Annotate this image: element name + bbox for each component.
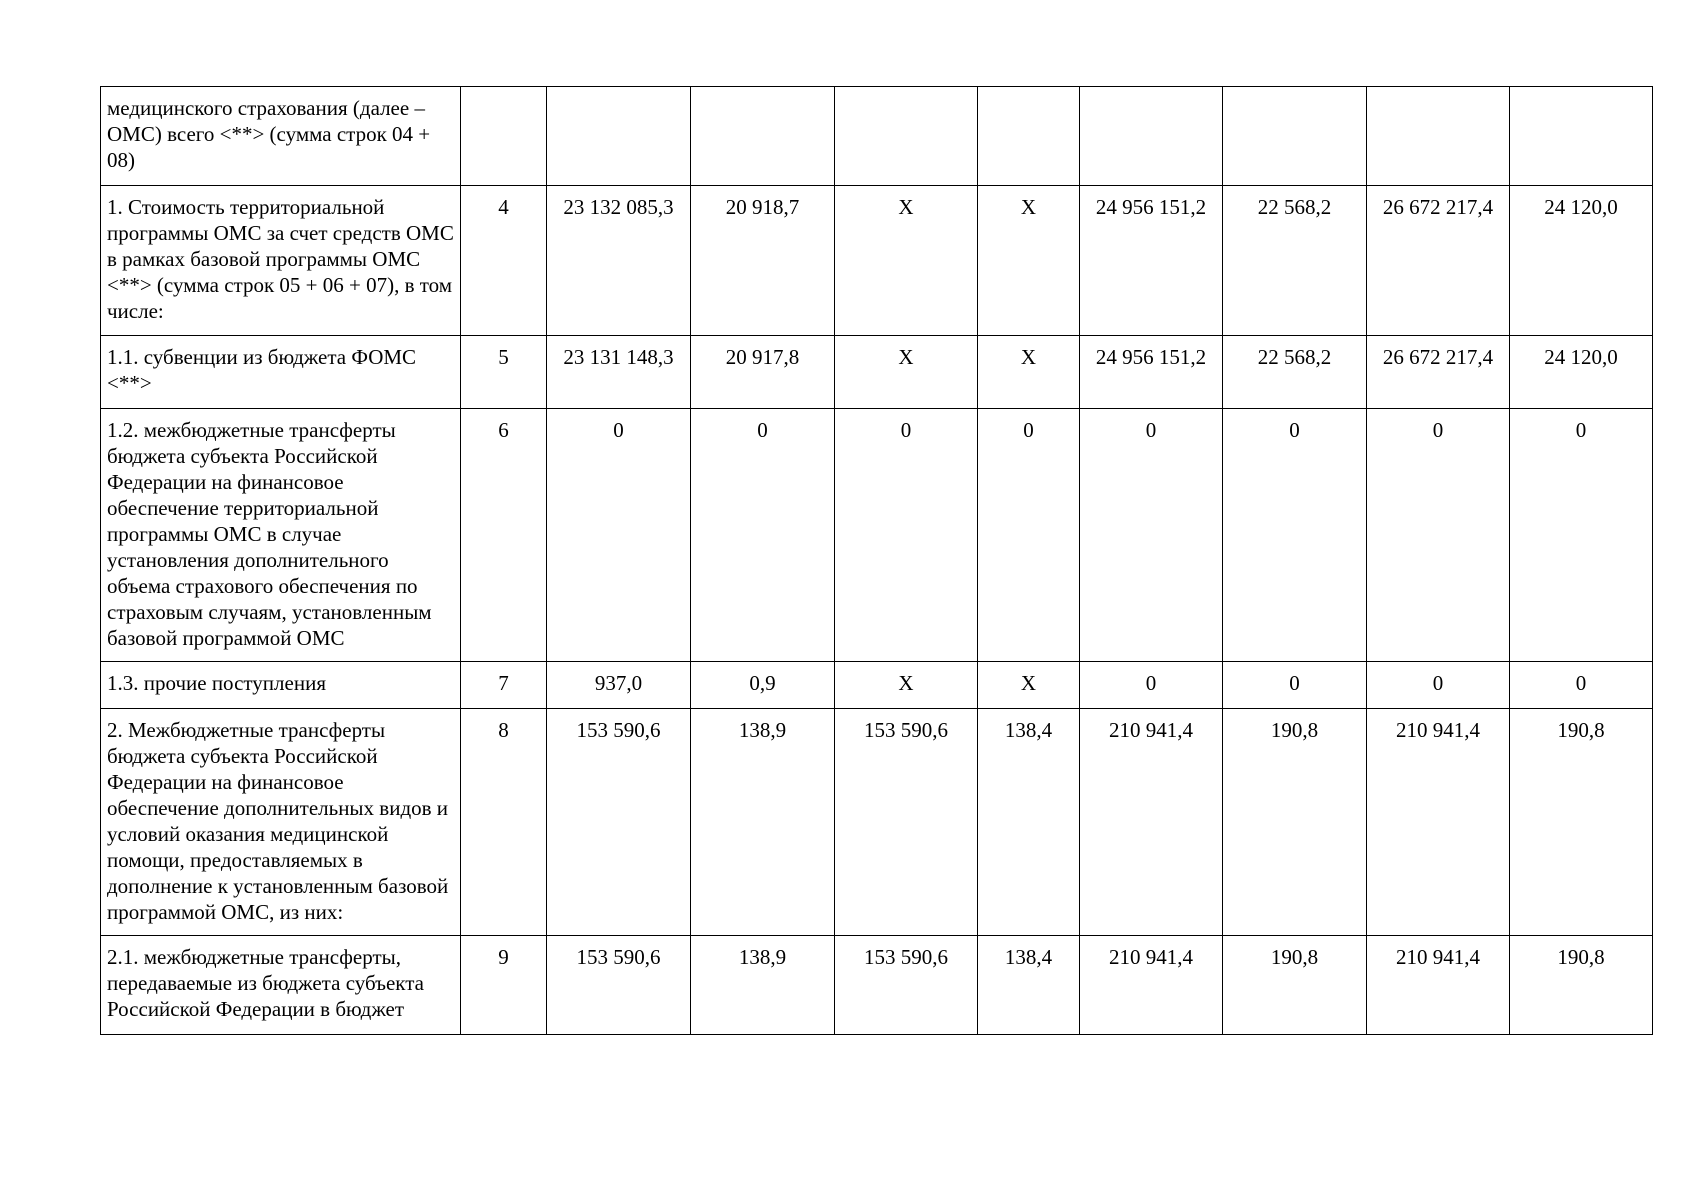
row-label: медицинского страхования (далее – ОМС) всего <**> (сумма строк 04 + 08) bbox=[101, 87, 461, 186]
value-cell: 0,9 bbox=[691, 662, 835, 709]
row-label: 1.2. межбюджетные трансферты бюджета субъекта Российской Федерации на финансовое обеспечение территориальной программы ОМС в случае установления дополнительного объема страхового обеспечения по страховым случаям, установленным базовой программой ОМС bbox=[101, 409, 461, 662]
table-row bbox=[101, 186, 1653, 336]
value-cell: 0 bbox=[1510, 662, 1653, 709]
value-cell: 22 568,2 bbox=[1223, 336, 1367, 409]
row-number-cell: 9 bbox=[461, 936, 547, 1035]
value-cell: 190,8 bbox=[1510, 936, 1653, 1035]
table-row bbox=[101, 336, 1653, 409]
value-cell bbox=[1223, 87, 1367, 186]
value-cell: 0 bbox=[1367, 409, 1510, 662]
value-cell bbox=[691, 87, 835, 186]
row-number-cell: 5 bbox=[461, 336, 547, 409]
value-cell: 0 bbox=[1510, 409, 1653, 662]
row-label: 1.3. прочие поступления bbox=[101, 662, 461, 709]
value-cell bbox=[835, 87, 978, 186]
row-number-cell bbox=[461, 87, 547, 186]
value-cell: Х bbox=[835, 662, 978, 709]
value-cell: 24 956 151,2 bbox=[1080, 336, 1223, 409]
row-number-cell: 6 bbox=[461, 409, 547, 662]
value-cell: 0 bbox=[691, 409, 835, 662]
value-cell: 22 568,2 bbox=[1223, 186, 1367, 336]
value-cell: 210 941,4 bbox=[1367, 709, 1510, 936]
value-cell: 20 917,8 bbox=[691, 336, 835, 409]
value-cell: 24 956 151,2 bbox=[1080, 186, 1223, 336]
value-cell: 0 bbox=[1080, 662, 1223, 709]
table-row bbox=[101, 87, 1653, 186]
value-cell: 0 bbox=[1223, 662, 1367, 709]
value-cell: 138,4 bbox=[978, 936, 1080, 1035]
value-cell: 0 bbox=[547, 409, 691, 662]
value-cell: 937,0 bbox=[547, 662, 691, 709]
value-cell: Х bbox=[978, 662, 1080, 709]
table-row bbox=[101, 709, 1653, 936]
value-cell: Х bbox=[835, 336, 978, 409]
value-cell: 23 131 148,3 bbox=[547, 336, 691, 409]
value-cell: 210 941,4 bbox=[1367, 936, 1510, 1035]
value-cell: Х bbox=[835, 186, 978, 336]
value-cell: 153 590,6 bbox=[835, 936, 978, 1035]
value-cell: 190,8 bbox=[1223, 709, 1367, 936]
value-cell: 24 120,0 bbox=[1510, 336, 1653, 409]
value-cell: 0 bbox=[1080, 409, 1223, 662]
value-cell: 190,8 bbox=[1223, 936, 1367, 1035]
budget-table bbox=[100, 86, 1653, 1035]
value-cell: 210 941,4 bbox=[1080, 709, 1223, 936]
row-label: 2.1. межбюджетные трансферты, передаваемые из бюджета субъекта Российской Федерации в бюджет bbox=[101, 936, 461, 1035]
value-cell: 20 918,7 bbox=[691, 186, 835, 336]
value-cell bbox=[547, 87, 691, 186]
table-row bbox=[101, 409, 1653, 662]
value-cell bbox=[1080, 87, 1223, 186]
value-cell: 0 bbox=[1223, 409, 1367, 662]
value-cell: 153 590,6 bbox=[547, 936, 691, 1035]
row-label: 1. Стоимость территориальной программы ОМС за счет средств ОМС в рамках базовой программы ОМС <**> (сумма строк 05 + 06 + 07), в том числе: bbox=[101, 186, 461, 336]
table-row bbox=[101, 936, 1653, 1035]
value-cell: 0 bbox=[1367, 662, 1510, 709]
row-number-cell: 7 bbox=[461, 662, 547, 709]
value-cell: 0 bbox=[978, 409, 1080, 662]
value-cell: 153 590,6 bbox=[835, 709, 978, 936]
table-row bbox=[101, 662, 1653, 709]
value-cell: 24 120,0 bbox=[1510, 186, 1653, 336]
row-label: 2. Межбюджетные трансферты бюджета субъекта Российской Федерации на финансовое обеспечение дополнительных видов и условий оказания медицинской помощи, предоставляемых в дополнение к установленным базовой программой ОМС, из них: bbox=[101, 709, 461, 936]
row-label: 1.1. субвенции из бюджета ФОМС <**> bbox=[101, 336, 461, 409]
value-cell bbox=[978, 87, 1080, 186]
value-cell: 26 672 217,4 bbox=[1367, 336, 1510, 409]
value-cell: Х bbox=[978, 186, 1080, 336]
value-cell: 138,9 bbox=[691, 936, 835, 1035]
value-cell: 190,8 bbox=[1510, 709, 1653, 936]
row-number-cell: 4 bbox=[461, 186, 547, 336]
value-cell: 138,4 bbox=[978, 709, 1080, 936]
value-cell: 210 941,4 bbox=[1080, 936, 1223, 1035]
value-cell bbox=[1367, 87, 1510, 186]
row-number-cell: 8 bbox=[461, 709, 547, 936]
value-cell: 138,9 bbox=[691, 709, 835, 936]
value-cell: 153 590,6 bbox=[547, 709, 691, 936]
value-cell: 23 132 085,3 bbox=[547, 186, 691, 336]
value-cell bbox=[1510, 87, 1653, 186]
value-cell: 26 672 217,4 bbox=[1367, 186, 1510, 336]
value-cell: 0 bbox=[835, 409, 978, 662]
table-body bbox=[101, 87, 1653, 1035]
value-cell: Х bbox=[978, 336, 1080, 409]
